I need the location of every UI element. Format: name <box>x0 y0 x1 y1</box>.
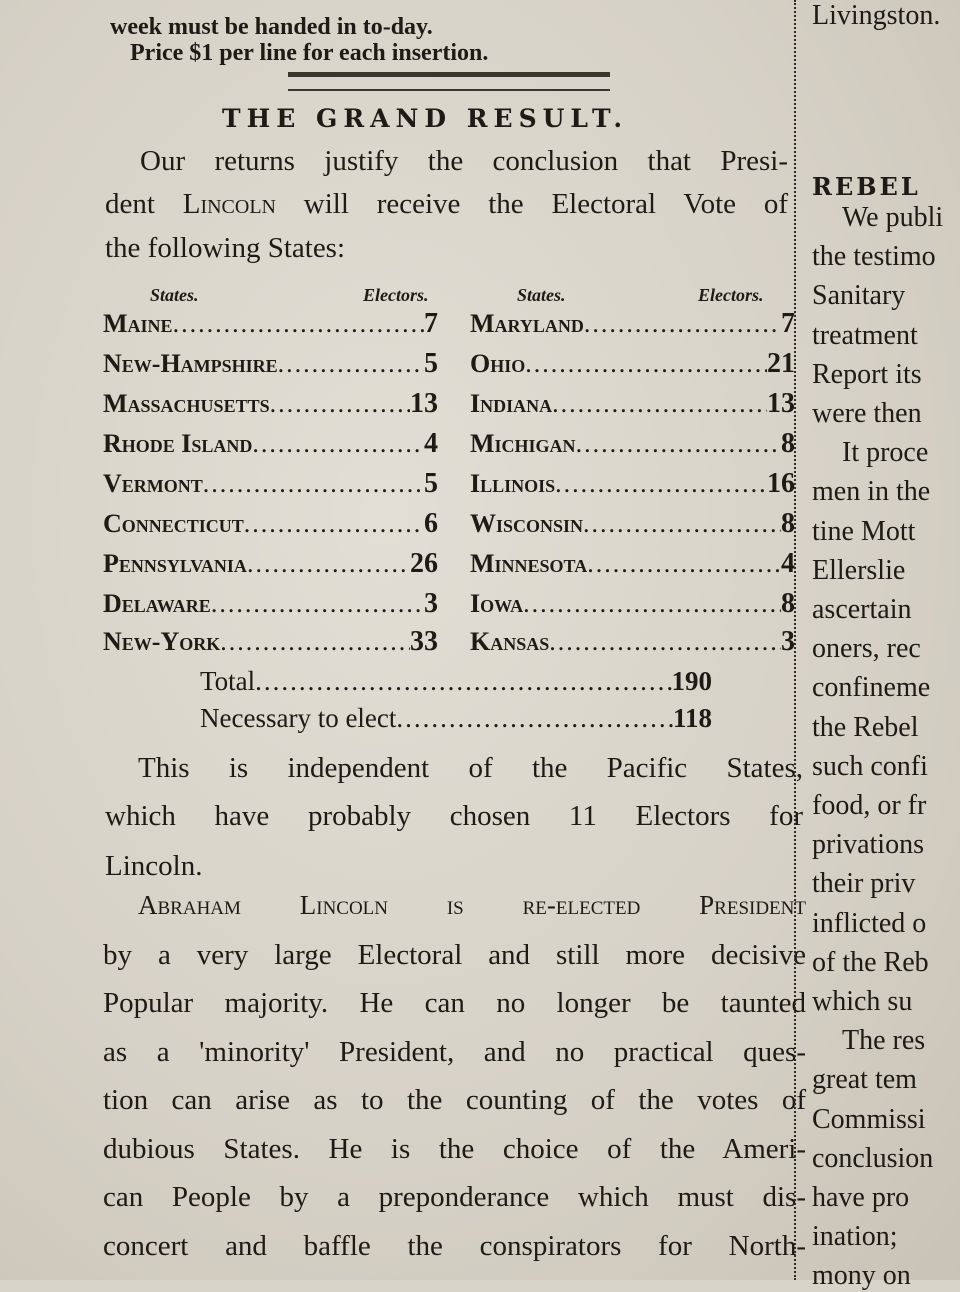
right-column-text: have pro <box>812 1182 910 1213</box>
state-name: Maine <box>103 309 173 338</box>
state-name: Rhode Island <box>103 429 253 458</box>
leader-dots <box>523 589 781 619</box>
right-column-text: oners, rec <box>812 633 921 665</box>
right-column-text: inflicted o <box>812 907 927 939</box>
right-column-text: Ellerslie <box>812 554 906 586</box>
elector-count: 4 <box>424 428 438 459</box>
leader-dots <box>270 389 410 419</box>
table-row <box>470 428 795 460</box>
table-row <box>103 348 438 380</box>
intro-line: Our returns justify the conclusion that Presi- <box>140 145 788 177</box>
leader-dots <box>584 309 781 339</box>
right-column-text: mony on <box>812 1260 911 1292</box>
table-row <box>470 626 795 658</box>
elector-count: 4 <box>781 548 795 579</box>
table-row <box>470 468 795 500</box>
state-name: Vermont <box>103 469 203 498</box>
paragraph-line: concert and baffle the conspirators for North- <box>103 1229 806 1262</box>
paragraph-line: as a 'minority' President, and no practical ques- <box>103 1035 806 1068</box>
table-row <box>470 588 795 620</box>
col-header: Electors. <box>698 285 764 305</box>
paragraph-line: dubious States. He is the choice of the Ameri- <box>103 1132 806 1165</box>
right-column-text: Report its <box>812 358 922 390</box>
leader-dots <box>244 509 424 539</box>
state-name: Michigan <box>470 429 576 458</box>
right-column-text: great tem <box>812 1064 917 1096</box>
table-row <box>103 308 438 340</box>
table-row <box>103 468 438 500</box>
right-column-text: conclusion <box>812 1142 934 1174</box>
elector-count: 13 <box>410 388 438 419</box>
right-column-text: their priv <box>812 868 916 900</box>
state-name: Massachusetts <box>103 389 270 418</box>
right-column-text: such confi <box>812 750 928 782</box>
leader-dots <box>220 627 410 657</box>
right-column-text: ination; <box>812 1221 898 1253</box>
right-column-text: Livingston. <box>812 0 941 31</box>
right-column-text: were then <box>812 398 922 429</box>
right-column-text: Sanitary <box>812 280 906 312</box>
leader-dots <box>587 549 781 579</box>
table-row <box>470 348 795 380</box>
right-column-text: treatment <box>812 319 918 351</box>
table-row <box>470 388 795 420</box>
right-column-text: ascertain <box>812 594 912 625</box>
leader-dots <box>576 429 781 459</box>
section-rule <box>288 72 610 91</box>
leader-dots <box>173 309 424 339</box>
right-column-text: of the Reb <box>812 946 929 978</box>
elector-count: 7 <box>781 308 795 339</box>
leader-dots <box>252 429 424 459</box>
state-name: Minnesota <box>470 549 588 578</box>
state-name: New-York <box>103 627 221 656</box>
right-column-text: It proce <box>842 437 929 469</box>
elector-count: 8 <box>781 588 795 619</box>
intro-line: dent Lincoln will receive the Electoral Vote of <box>105 188 788 220</box>
paragraph-line: Abraham Lincoln is re-elected President <box>138 890 806 920</box>
table-row <box>470 308 795 340</box>
state-name: Illinois <box>470 469 556 498</box>
table-row <box>103 626 438 658</box>
state-name: Indiana <box>470 389 553 418</box>
elector-count: 3 <box>424 588 438 619</box>
right-column-text: men in the <box>812 476 931 508</box>
paragraph-line: which have probably chosen 11 Electors for <box>105 800 803 832</box>
leader-dots <box>583 509 781 539</box>
paragraph-line: tion can arise as to the counting of the votes of <box>103 1084 806 1116</box>
state-name: Maryland <box>470 309 584 338</box>
paragraph-line: by a very large Electoral and still more decisive <box>103 938 806 971</box>
state-name: Wisconsin <box>470 509 584 538</box>
total-value: 190 <box>671 666 712 696</box>
leader-dots <box>203 469 424 499</box>
elector-count: 26 <box>410 548 438 579</box>
necessary-label: Necessary to elect <box>200 703 397 733</box>
right-column-text: tine Mott <box>812 515 916 547</box>
leader-dots <box>525 349 767 379</box>
elector-count: 5 <box>424 348 438 379</box>
state-name: Connecticut <box>103 509 244 538</box>
state-name: Delaware <box>103 589 211 618</box>
paragraph-line: Lincoln. <box>105 850 203 882</box>
right-column-text: Commissi <box>812 1103 926 1135</box>
table-row <box>103 588 438 620</box>
leader-dots <box>211 589 424 619</box>
necessary-value: 118 <box>672 703 712 733</box>
paragraph-line: Popular majority. He can no longer be taunted <box>103 987 806 1019</box>
elector-count: 3 <box>781 626 795 657</box>
table-row <box>470 548 795 580</box>
col-header: Electors. <box>363 285 429 305</box>
notice-line: week must be handed in to-day. <box>110 14 433 40</box>
leader-dots <box>555 469 767 499</box>
elector-count: 5 <box>424 468 438 499</box>
state-name: Kansas <box>470 627 550 656</box>
intro-line: the following States: <box>105 232 346 264</box>
table-row <box>470 508 795 540</box>
state-name: New-Hampshire <box>103 349 278 378</box>
right-column-text: We publi <box>842 202 944 233</box>
paragraph-line: This is independent of the Pacific States, <box>138 752 803 784</box>
col-header: States. <box>150 285 199 305</box>
right-column-text: which su <box>812 986 913 1017</box>
right-column-text: The res <box>842 1025 926 1057</box>
table-row <box>103 428 438 460</box>
necessary-row <box>200 703 712 734</box>
right-column-text: food, or fr <box>812 790 927 821</box>
state-name: Iowa <box>470 589 524 618</box>
right-column-text: the Rebel <box>812 711 919 743</box>
table-row <box>103 508 438 540</box>
elector-count: 16 <box>767 468 795 499</box>
leader-dots <box>549 627 781 657</box>
elector-count: 6 <box>424 508 438 539</box>
total-row <box>200 666 712 697</box>
total-label: Total <box>200 666 256 696</box>
notice-line: Price $1 per line for each insertion. <box>130 40 489 66</box>
elector-count: 21 <box>767 348 795 379</box>
leader-dots <box>552 389 767 419</box>
leader-dots <box>278 349 424 379</box>
elector-count: 8 <box>781 428 795 459</box>
elector-count: 13 <box>767 388 795 419</box>
elector-count: 33 <box>410 626 438 657</box>
column-divider <box>794 0 796 1280</box>
table-row <box>103 548 438 580</box>
paragraph-line: can People by a preponderance which must dis- <box>103 1181 806 1213</box>
right-column-text: the testimo <box>812 241 936 273</box>
article-headline: THE GRAND RESULT. <box>222 104 629 133</box>
right-column-text: privations <box>812 829 924 861</box>
col-header: States. <box>517 285 566 305</box>
leader-dots <box>247 549 410 579</box>
state-name: Ohio <box>470 349 526 378</box>
table-row <box>103 388 438 420</box>
right-column-text: confineme <box>812 672 931 704</box>
right-column-headline: REBEL <box>812 172 921 201</box>
state-name: Pennsylvania <box>103 549 247 578</box>
elector-count: 7 <box>424 308 438 339</box>
elector-count: 8 <box>781 508 795 539</box>
